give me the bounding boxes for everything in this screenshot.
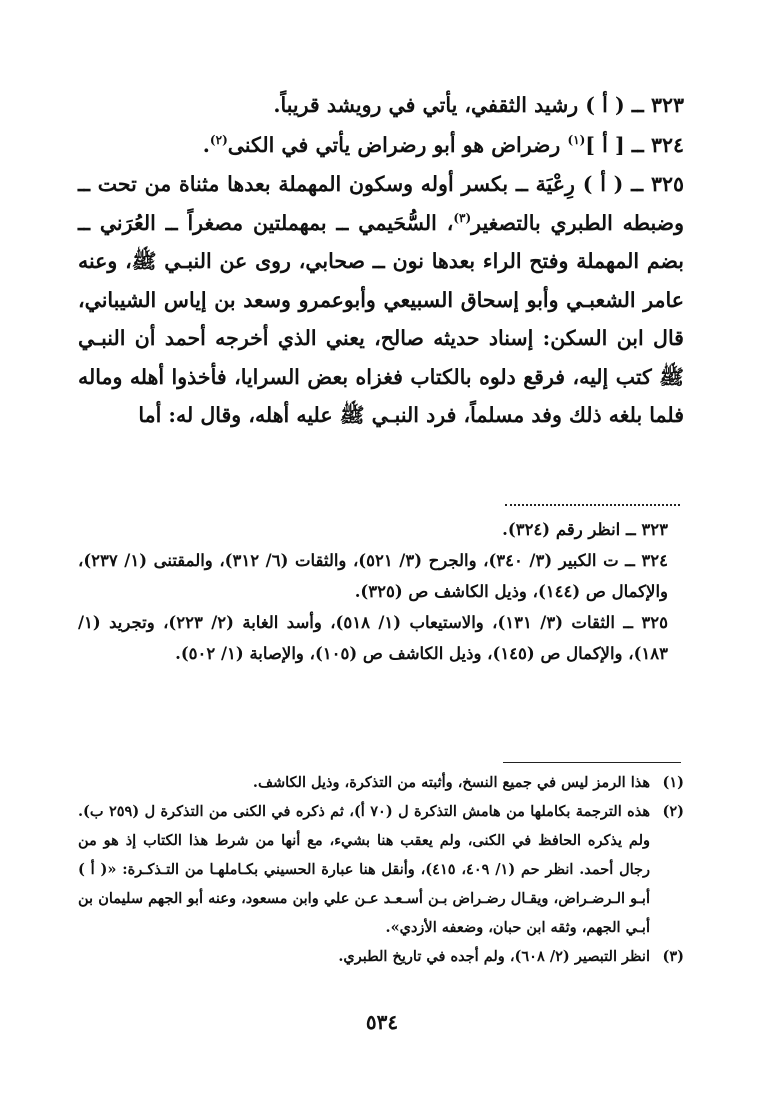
entry-324-middle: رضراض هو أبو رضراض يأتي في الكنى	[227, 132, 568, 157]
footnote-marker-3[interactable]: (٣)	[453, 210, 472, 225]
footnote-marker-1[interactable]: (١)	[567, 132, 586, 147]
footnote-marker-2[interactable]: (٢)	[209, 132, 228, 147]
main-text	[78, 86, 684, 435]
footnote-3-number: (٣)	[662, 948, 684, 965]
entry-324-end: .	[202, 132, 210, 157]
entry-324	[78, 126, 684, 165]
entry-325	[78, 165, 684, 435]
entry-325-rest: ، السُّحَيمي ــ بمهملتين مصغراً ــ العُرَني ــ بضم المهملة وفتح الراء بعدها نون ــ صحابي، روى عن النبـي ﷺ، وعنه عامر الشعبـي وأبو إسحاق السبيعي وأبوعمرو وسعد بن إياس الشيباني، قال ابن السكن: إسناد حديثه صالح، يعني الذي أخرجه أحمد أن النبـي ﷺ كتب إليه، فرقع دلوه بالكتاب فغزاه بعض السرايا، فأخذوا أهله وماله فلما بلغه ذلك وفد مسلماً، فرد النبـي ﷺ عليه أهله، وقال له: أما	[78, 210, 684, 427]
footnote-3-text: انظر التبصير (٢/ ٦٠٨)، ولم أجده في تاريخ الطبري.	[338, 948, 650, 965]
references-block	[78, 514, 668, 669]
footnote-1-text: هذا الرمز ليس في جميع النسخ، وأثبته من التذكرة، وذيل الكاشف.	[252, 774, 650, 791]
dotted-separator	[505, 492, 680, 506]
footnote-2-number: (٢)	[662, 803, 684, 820]
reference-324: ٣٢٤ ــ ت الكبير (٣/ ٣٤٠)، والجرح (٣/ ٥٢١)، والثقات (٦/ ٣١٢)، والمقتنى (١/ ٢٣٧)، والإكمال ص (١٤٤)، وذيل الكاشف ص (٣٢٥).	[78, 551, 669, 601]
footnote-2	[78, 797, 684, 942]
footnotes-block	[78, 768, 684, 971]
entry-323: ٣٢٣ ــ ( أ ) رشيد الثقفي، يأتي في رويشد قريباً.	[273, 93, 684, 117]
footnote-2-text: هذه الترجمة بكاملها من هامش التذكرة ل (٧٠ أ)، ثم ذكره في الكنى من التذكرة ل (٢٥٩ ب). ولم يذكره الحافظ في الكنى، ولم يعقب هنا بشيء، مع أنها من شرط هذا الكتاب إذ هو من رجال أحمد. انظر حم (١/ ٤٠٩، ٤١٥)، وأنقل هنا عبارة الحسيني بكـاملهـا من التـذكـرة: «( أ ) أبـو الـرضـراض، ويقـال رضـراض بـن أسـعـد عـن علي وابن مسعود، وعنه أبو الجهم سليمان بن أبـي الجهم، وثقه ابن حبان، وضعفه الأزدي».	[78, 803, 650, 936]
footnote-1	[78, 768, 684, 797]
reference-323: ٣٢٣ ــ انظر رقم (٣٢٤).	[502, 520, 668, 539]
page-number: ٥٣٤	[365, 1010, 399, 1034]
footnote-rule	[503, 762, 681, 763]
footnote-1-number: (١)	[662, 774, 684, 791]
footnote-3	[78, 942, 684, 971]
entry-324-start: ٣٢٤ ــ [ أ ]	[585, 132, 684, 157]
reference-325: ٣٢٥ ــ الثقات (٣/ ١٣١)، والاستيعاب (١/ ٥١٨)، وأسد الغابة (٢/ ٢٢٣)، وتجريد (١/ ١٨٣)، والإكمال ص (١٤٥)، وذيل الكاشف ص (١٠٥)، والإصابة (١/ ٥٠٢).	[78, 613, 668, 663]
entry-325-start: ٣٢٥ ــ ( أ ) رِعْيَة ــ بكسر أوله وسكون المهملة بعدها مثناة من تحت ــ وضبطه الطبري بالتصغير	[78, 172, 684, 235]
